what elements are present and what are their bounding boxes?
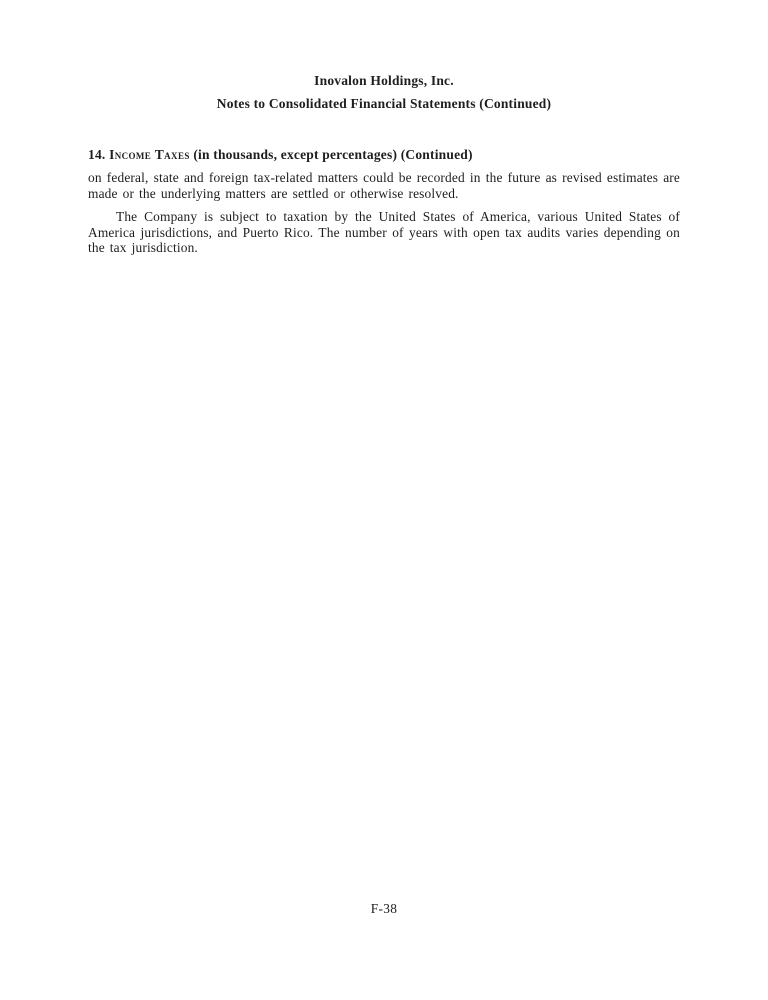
paragraph-tax-matters: on federal, state and foreign tax-related matters could be recorded in the future as revised estimates are made or the underlying matters are settled or otherwise resolved. [88,170,680,201]
company-name-heading: Inovalon Holdings, Inc. [314,73,454,88]
section-number: 14. [88,147,106,162]
paragraph-taxation-jurisdictions: The Company is subject to taxation by the United States of America, various United States of America jurisdictions, and Puerto Rico. The number of years with open tax audits varies depending on the tax jurisdiction. [88,209,680,255]
section-title-suffix: (in thousands, except percentages) (Continued) [193,147,473,162]
section-heading [88,147,680,162]
page-number-footer: F-38 [370,901,398,916]
document-title-heading: Notes to Consolidated Financial Statements (Continued) [216,96,552,111]
page-content [88,73,680,256]
section-title: Income Taxes [109,147,190,162]
